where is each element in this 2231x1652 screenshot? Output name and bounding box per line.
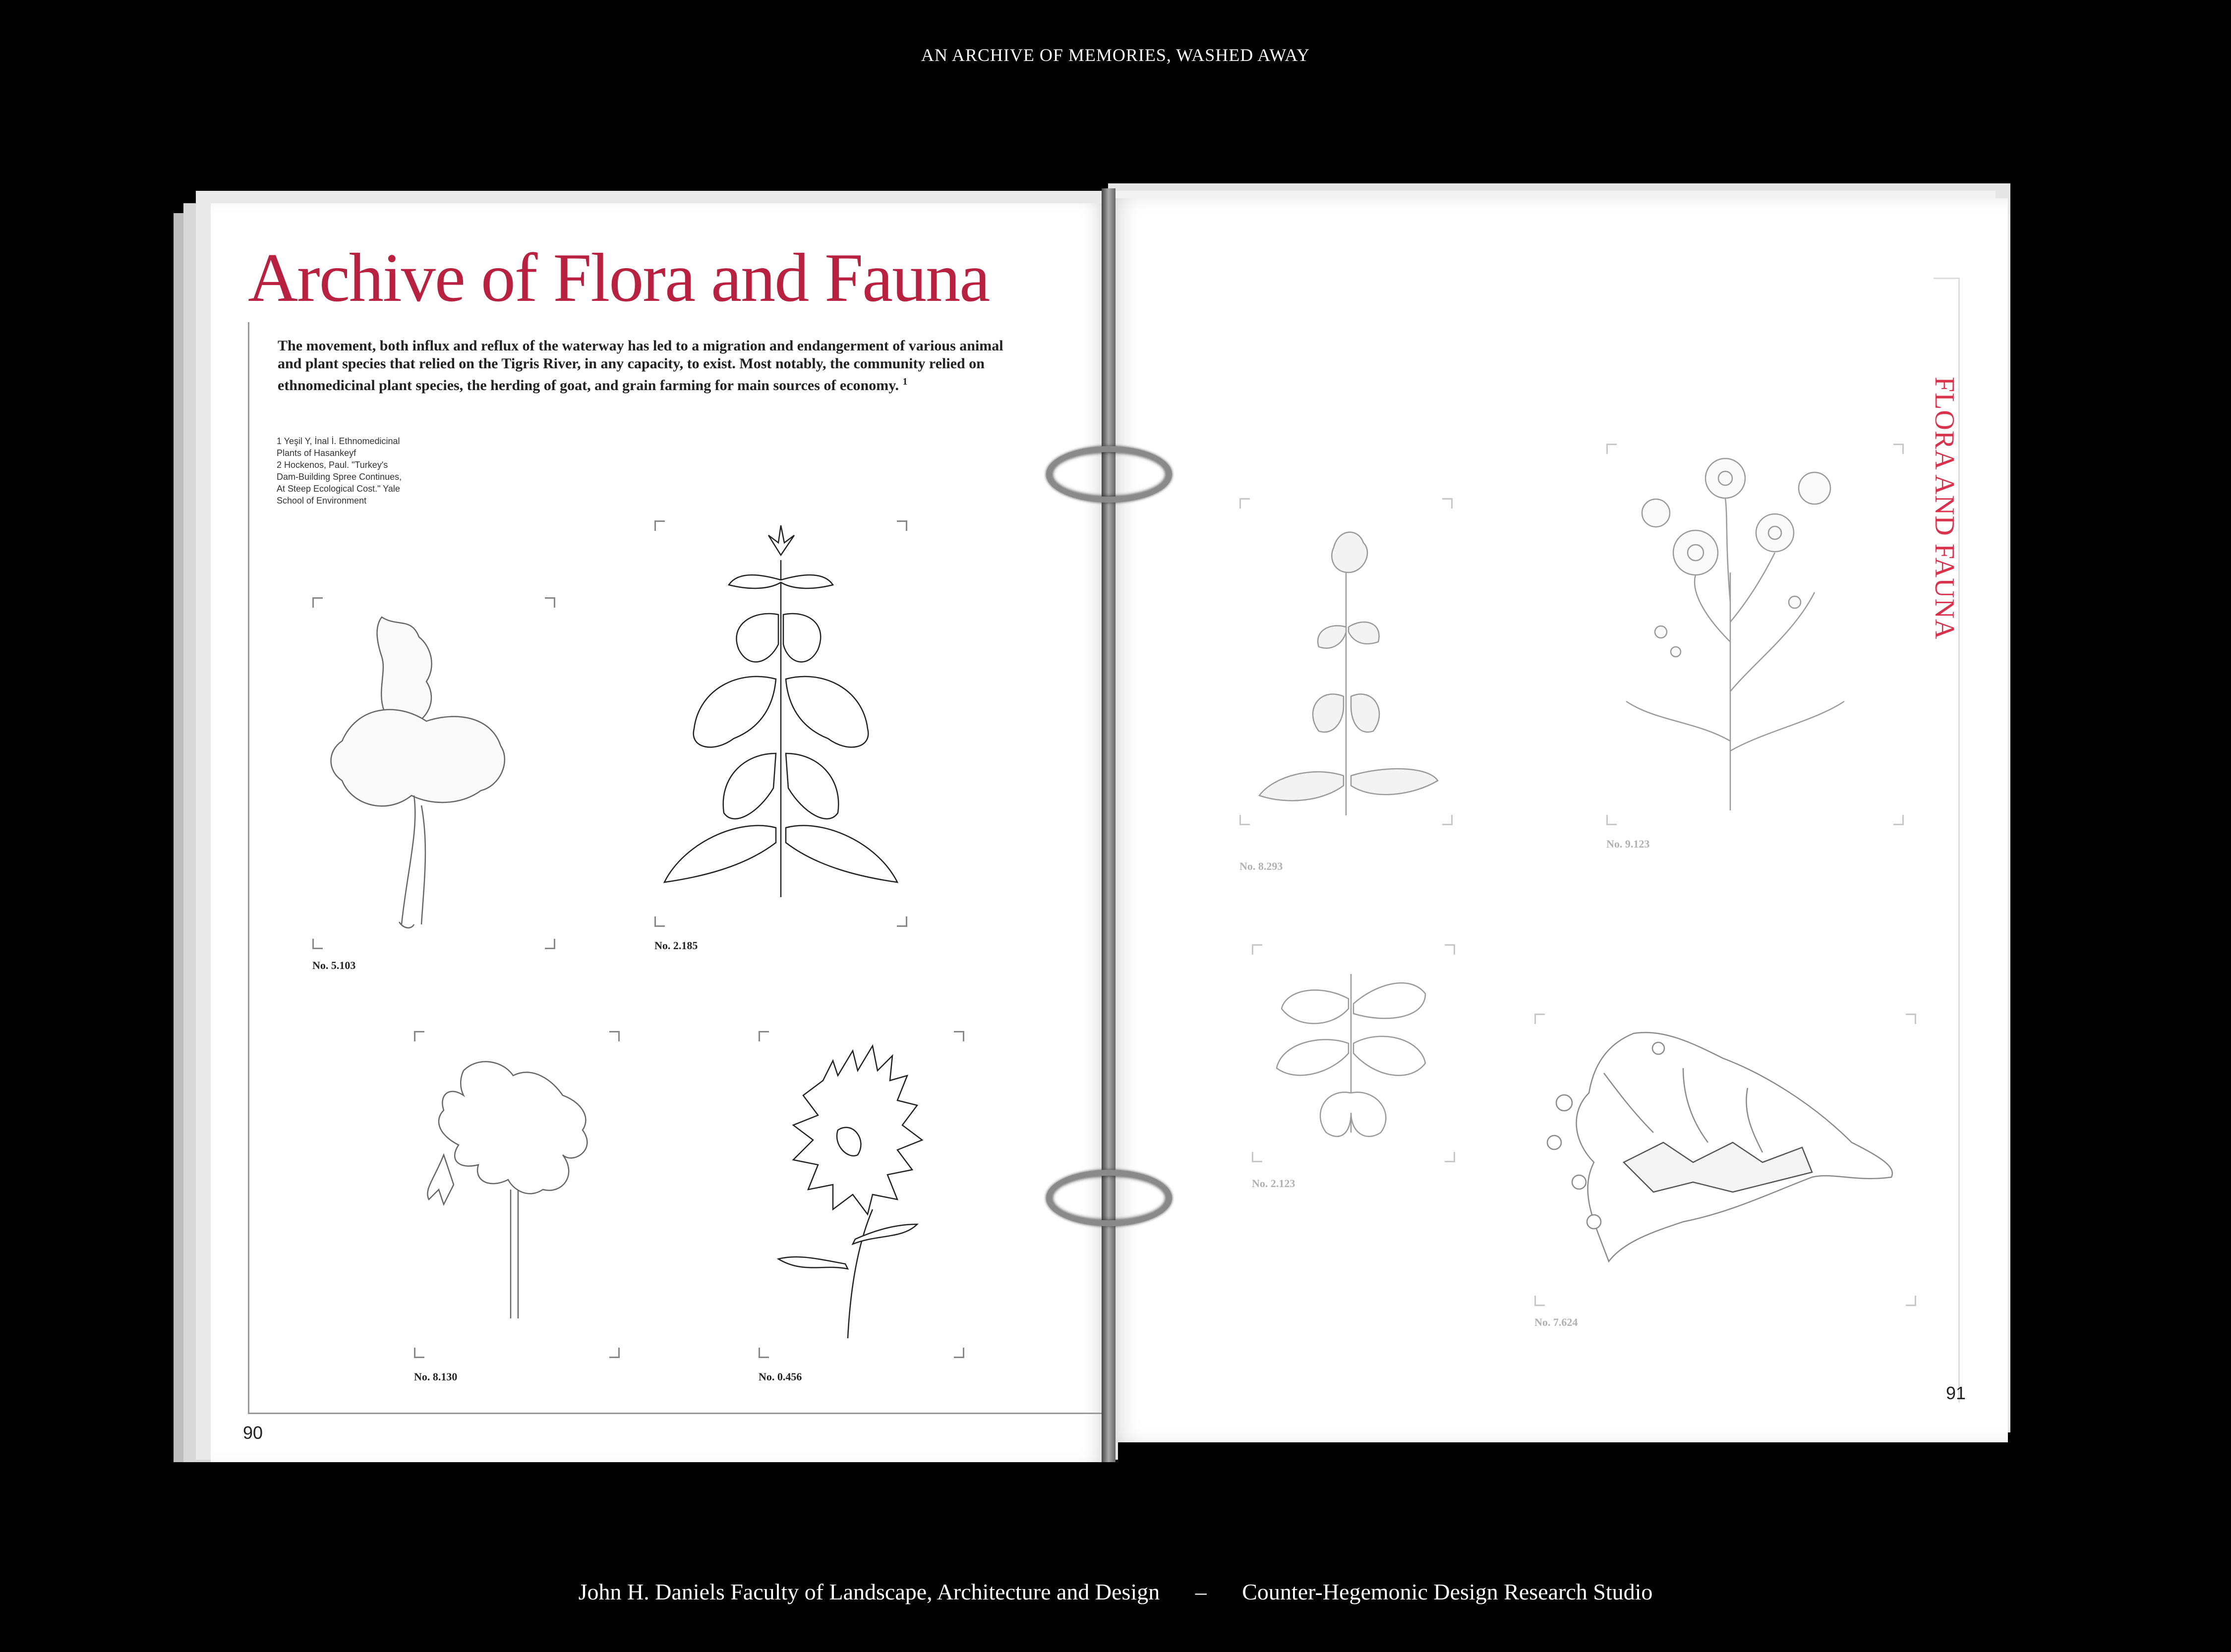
specimen-label: No. 9.123 <box>1606 838 1650 850</box>
section-side-title: FLORA AND FAUNA <box>1929 377 1960 640</box>
footnote: 1 Yeşil Y, İnal İ. Ethnomedicinal Plants of Hasankeyf <box>277 436 400 458</box>
footer <box>0 1579 2231 1605</box>
page-number-right: 91 <box>1946 1383 1966 1403</box>
footnote: 2 Hockenos, Paul. "Turkey's Dam-Building Spree Continues, At Steep Ecological Cost." Yale School of Environment <box>277 460 402 506</box>
footnotes <box>277 435 455 507</box>
specimen-label: No. 2.185 <box>654 939 698 952</box>
specimen-label: No. 0.456 <box>759 1370 802 1383</box>
specimen-card <box>1534 1014 1916 1328</box>
specimen-label: No. 2.123 <box>1252 1177 1295 1190</box>
mint-plant-icon <box>1239 498 1453 825</box>
chamomile-plant-icon <box>1606 444 1904 825</box>
divider <box>1934 278 1958 279</box>
wild-plant-cluster-icon <box>1534 1014 1916 1306</box>
specimen-label: No. 8.130 <box>414 1370 458 1383</box>
footnote-mark: 1 <box>902 376 908 387</box>
book-gutter <box>1102 188 1116 1462</box>
footer-studio: Counter-Hegemonic Design Research Studio <box>1242 1579 1653 1604</box>
specimen-label: No. 7.624 <box>1534 1316 1578 1328</box>
intro-paragraph <box>278 337 1021 395</box>
binder-ring <box>1046 446 1172 503</box>
thistle-plant-icon <box>759 1031 964 1358</box>
specimen-card <box>1239 498 1453 872</box>
specimen-card <box>414 1031 620 1383</box>
footer-faculty: John H. Daniels Faculty of Landscape, Architecture and Design <box>578 1579 1160 1604</box>
broad-leaf-plant-icon <box>312 597 555 949</box>
page-number-left: 90 <box>243 1423 263 1443</box>
lobed-leaf-plant-icon <box>414 1031 620 1358</box>
specimen-card <box>654 520 907 952</box>
intro-text: The movement, both influx and reflux of the waterway has led to a migration and endangerment of various animal and plant species that relied on the Tigris River, in any capacity, to exist. Most notably, the community relied on ethnomedicinal plant species, the herding of goat, and grain farming for main sources of economy. <box>278 338 1003 394</box>
binder-ring <box>1046 1170 1172 1226</box>
clover-leaf-plant-icon <box>1252 944 1455 1162</box>
specimen-card <box>312 597 555 971</box>
specimen-card <box>1252 944 1455 1190</box>
specimen-card <box>1606 444 1904 850</box>
specimen-label: No. 8.293 <box>1239 860 1283 872</box>
footer-separator: – <box>1195 1579 1207 1604</box>
header-caption: AN ARCHIVE OF MEMORIES, WASHED AWAY <box>921 45 1310 65</box>
specimen-label: No. 5.103 <box>312 959 356 971</box>
nettle-plant-icon <box>654 520 907 927</box>
page-title: Archive of Flora and Fauna <box>248 239 990 316</box>
specimen-card <box>759 1031 964 1383</box>
